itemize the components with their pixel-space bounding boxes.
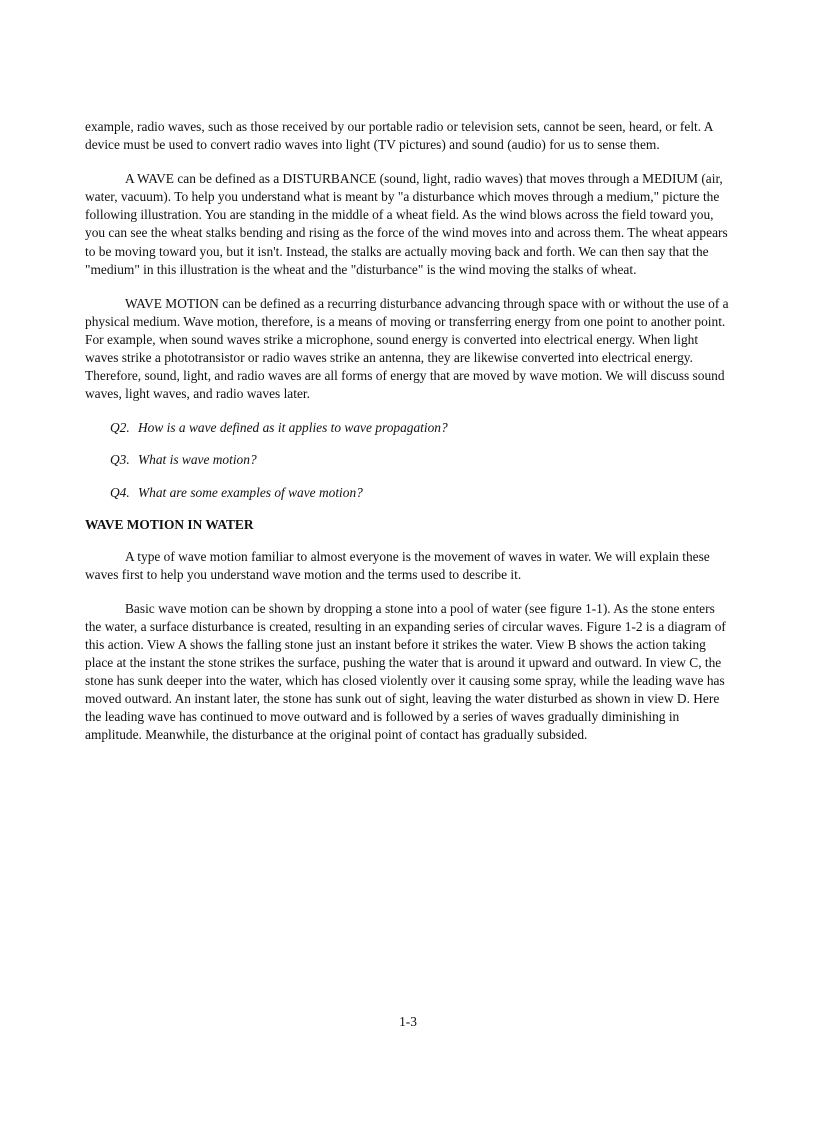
question-q3	[85, 451, 733, 469]
question-q2	[85, 419, 733, 437]
paragraph-wave-motion: WAVE MOTION can be defined as a recurring disturbance advancing through space with or without the use of a physical medium. Wave motion, therefore, is a means of moving or transferring energy from one point to another point. For example, when sound waves strike a microphone, sound energy is converted into electrical energy. When light waves strike a phototransistor or radio waves strike an antenna, they are likewise converted into electrical energy. Therefore, sound, light, and radio waves are all forms of energy that are moved by wave motion. We will discuss sound waves, light waves, and radio waves later.	[85, 295, 729, 402]
question-q4	[85, 484, 733, 502]
question-text: What is wave motion?	[138, 452, 257, 468]
question-number: Q4.	[110, 484, 130, 500]
page-content	[85, 118, 733, 745]
question-text: What are some examples of wave motion?	[138, 484, 363, 500]
paragraph-wave-water-intro: A type of wave motion familiar to almost everyone is the movement of waves in water. We will explain these waves first to help you understand wave motion and the terms used to describe it.	[85, 548, 710, 582]
question-number: Q2.	[110, 420, 130, 436]
question-number: Q3.	[110, 452, 130, 468]
paragraph-basic-wave-motion: Basic wave motion can be shown by dropping a stone into a pool of water (see figure 1-1). As the stone enters the water, a surface disturbance is created, resulting in an expanding series of circular waves. Figure 1-2 is a diagram of this action. View A shows the falling stone just an instant before it strikes the water. View B shows the action taking place at the instant the stone strikes the surface, pushing the water that is around it upward and outward. In view C, the stone has sunk deeper into the water, which has closed violently over it causing some spray, while the leading wave has moved outward. An instant later, the stone has sunk out of sight, leaving the water disturbed as shown in view D. Here the leading wave has continued to move outward and is followed by a series of waves gradually diminishing in amplitude. Meanwhile, the disturbance at the original point of contact has gradually subsided.	[85, 600, 726, 743]
section-heading: WAVE MOTION IN WATER	[85, 516, 254, 532]
paragraph-continuation: example, radio waves, such as those received by our portable radio or television sets, cannot be seen, heard, or felt. A device must be used to convert radio waves into light (TV pictures) and sound (audio) for us to sense them.	[85, 119, 713, 153]
paragraph-wave-definition: A WAVE can be defined as a DISTURBANCE (sound, light, radio waves) that moves through a MEDIUM (air, water, vacuum). To help you understand what is meant by "a disturbance which moves through a medium," picture the following illustration. You are standing in the middle of a wheat field. As the wind blows across the field toward you, you can see the wheat stalks bending and rising as the force of the wind moves into and across them. The wheat appears to be moving toward you, but it isn't. Instead, the stalks are actually moving back and forth. We can then say that the "medium" in this illustration is the wheat and the "disturbance" is the wind moving the stalks of wheat.	[85, 171, 728, 277]
page-number: 1-3	[399, 1014, 417, 1029]
question-text: How is a wave defined as it applies to wave propagation?	[138, 420, 448, 436]
